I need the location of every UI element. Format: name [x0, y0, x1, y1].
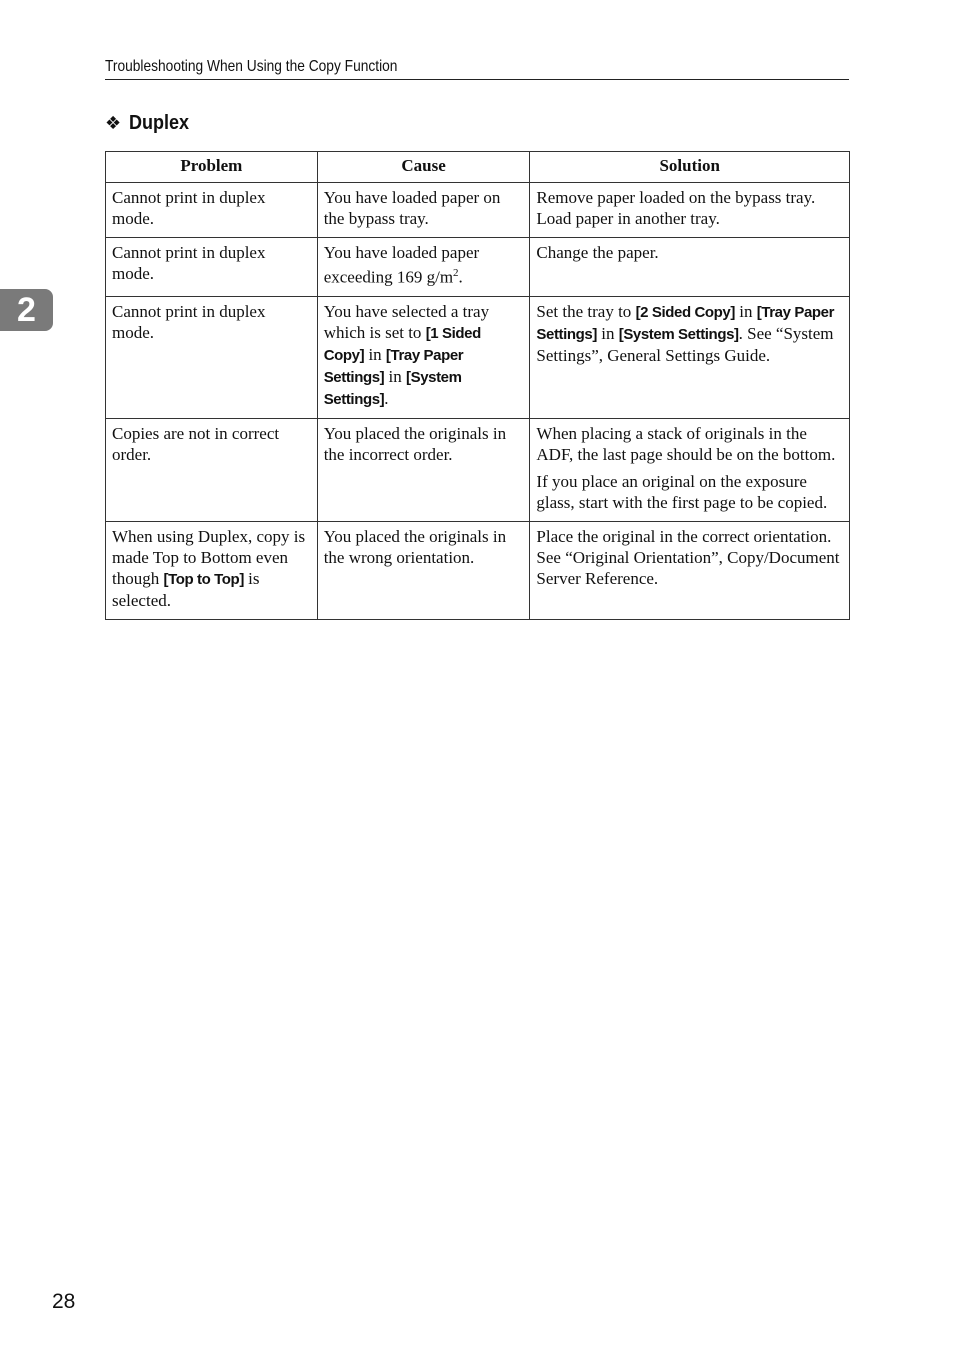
solution-text: Set the tray to	[536, 301, 636, 321]
problem-cell: Copies are not in correct order.	[106, 418, 318, 521]
page-number: 28	[52, 1290, 76, 1313]
cause-end: .	[458, 267, 463, 287]
solution-text: in	[734, 301, 757, 321]
table-row	[106, 521, 850, 619]
cause-cell: You placed the originals in the incorrect order.	[317, 418, 530, 521]
header-problem: Problem	[106, 152, 318, 183]
key-system-settings: [System Settings]	[323, 368, 462, 408]
cause-text: You have selected a tray which is set to	[323, 301, 490, 342]
table-row	[106, 296, 850, 418]
problem-cell: Cannot print in duplex mode.	[106, 183, 318, 238]
problem-cell: Cannot print in duplex mode.	[106, 296, 318, 418]
key-tray-paper-settings: [Tray Paper Settings]	[323, 346, 464, 386]
solution-cell: Change the paper.	[530, 238, 850, 297]
chapter-tab: 2	[0, 289, 53, 331]
solution-text: . See “System Settings”, General Settings Guide.	[536, 323, 834, 365]
superscript: 2	[453, 267, 459, 279]
key-system-settings: [System Settings]	[618, 325, 739, 343]
section-heading	[105, 110, 196, 136]
problem-text: When using Duplex, copy is made Top to Bottom even though	[112, 526, 306, 588]
solution-cell: Remove paper loaded on the bypass tray. Load paper in another tray.	[530, 183, 850, 238]
running-header	[105, 56, 849, 80]
table-row	[106, 238, 850, 297]
troubleshooting-table	[105, 151, 850, 620]
cause-text: You have loaded paper exceeding 169 g/m	[323, 243, 480, 287]
solution-cell	[530, 418, 850, 521]
table-row	[106, 183, 850, 238]
cause-cell	[317, 238, 530, 297]
section-title: Duplex	[129, 111, 190, 134]
solution-text: in	[596, 323, 619, 343]
header-solution: Solution	[530, 152, 850, 183]
solution-paragraph: When placing a stack of originals in the ADF, the last page should be on the bottom.	[536, 423, 836, 464]
solution-cell: Place the original in the correct orientation. See “Original Orientation”, Copy/Document Server Reference.	[530, 521, 850, 619]
header-cause: Cause	[317, 152, 530, 183]
problem-text: is selected.	[112, 568, 260, 610]
key-tray-paper-settings: [Tray Paper Settings]	[536, 303, 835, 343]
solution-paragraph: If you place an original on the exposure glass, start with the first page to be copied.	[536, 471, 828, 512]
cause-cell: You have loaded paper on the bypass tray.	[317, 183, 530, 238]
running-header-title: Troubleshooting When Using the Copy Function	[105, 58, 398, 75]
cause-text: in	[364, 344, 386, 364]
problem-cell	[106, 521, 318, 619]
key-top-to-top: [Top to Top]	[163, 570, 244, 588]
problem-cell: Cannot print in duplex mode.	[106, 238, 318, 297]
key-2-sided-copy: [2 Sided Copy]	[635, 303, 735, 321]
diamond-bullet-icon: ❖	[105, 112, 122, 133]
table-row	[106, 418, 850, 521]
cause-text: .	[384, 388, 389, 408]
cause-text: in	[384, 366, 406, 386]
key-1-sided-copy: [1 Sided Copy]	[323, 324, 481, 364]
solution-cell	[530, 296, 850, 418]
table-header-row	[106, 152, 850, 183]
cause-cell: You placed the originals in the wrong orientation.	[317, 521, 530, 619]
cause-cell	[317, 296, 530, 418]
